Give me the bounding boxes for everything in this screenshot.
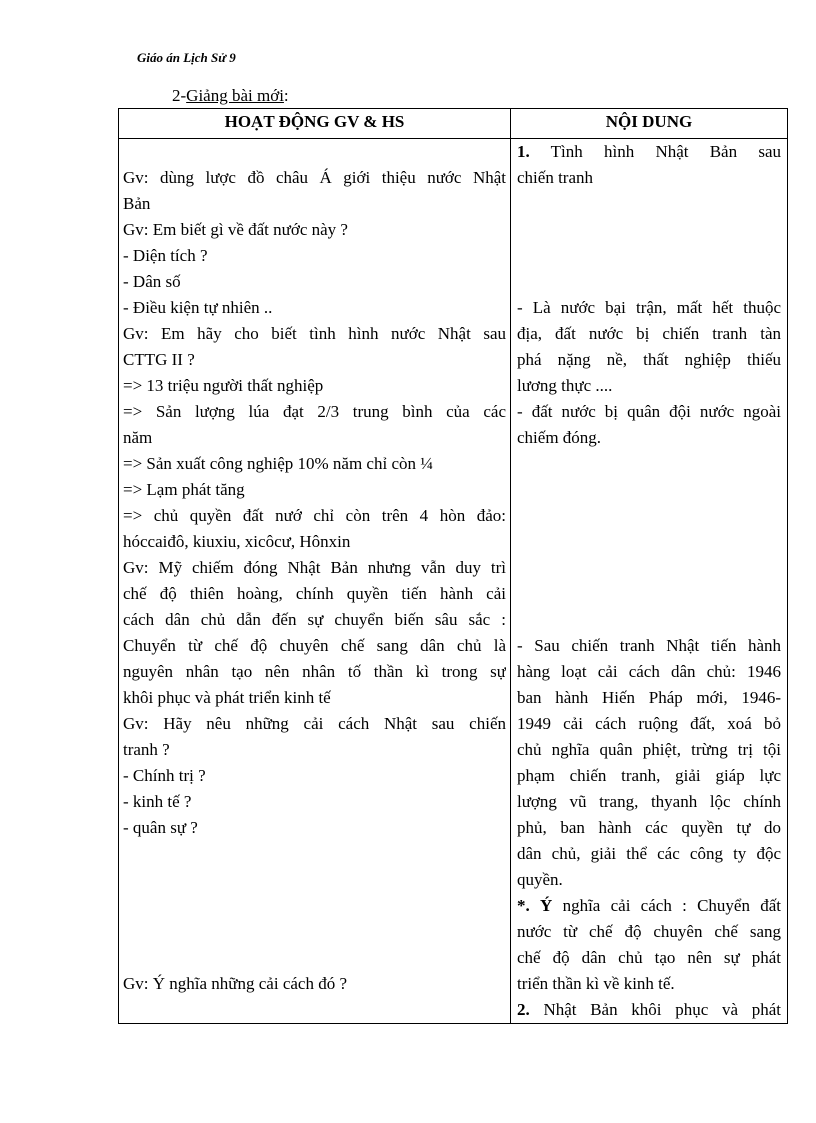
content-line bbox=[517, 529, 781, 555]
activity-line: cách dân chủ dẫn đến sự chuyển biến sâu sắc : bbox=[123, 610, 506, 629]
content-line: hàng loạt cải cách dân chủ: 1946 bbox=[517, 662, 781, 681]
content-line: chủ nghĩa quân phiệt, trừng trị tội bbox=[517, 740, 781, 759]
content-line: nước từ chế độ chuyên chế sang bbox=[517, 922, 781, 941]
content-line: 1. Tình hình Nhật Bản sau bbox=[517, 142, 781, 161]
content-line: triển thần kì về kinh tế. bbox=[517, 974, 675, 993]
activity-line: Bản bbox=[123, 194, 151, 213]
activity-line: => Sản xuất công nghiệp 10% năm chỉ còn ¼ bbox=[123, 454, 434, 473]
content-cell bbox=[511, 139, 788, 1024]
activity-line: năm bbox=[123, 428, 153, 447]
activity-line: => Sản lượng lúa đạt 2/3 trung bình của các bbox=[123, 402, 506, 421]
content-line bbox=[517, 503, 781, 529]
content-line bbox=[517, 477, 781, 503]
document-header: Giáo án Lịch Sử 9 bbox=[137, 50, 236, 65]
content-line: ban hành Hiến Pháp mới, 1946- bbox=[517, 688, 781, 707]
content-line: phạm chiến tranh, giải giáp lực bbox=[517, 766, 781, 785]
activity-line bbox=[123, 919, 506, 945]
activity-line bbox=[123, 841, 506, 867]
activity-line: => Lạm phát tăng bbox=[123, 480, 245, 499]
content-line: 2. Nhật Bản khôi phục và phát bbox=[517, 1000, 781, 1019]
activity-line: nguyên nhân tạo nên nhân tố thần kì trong sự bbox=[123, 662, 506, 681]
content-line: phá nặng nề, thất nghiệp thiếu bbox=[517, 350, 781, 369]
activity-line: Gv: Ý nghĩa những cải cách đó ? bbox=[123, 974, 348, 993]
content-line: - đất nước bị quân đội nước ngoài bbox=[517, 402, 781, 421]
activity-line: - Diện tích ? bbox=[123, 246, 208, 265]
content-line: *. Ý nghĩa cải cách : Chuyển đất bbox=[517, 896, 781, 915]
activity-line: - kinh tế ? bbox=[123, 792, 192, 811]
content-line: địa, đất nước bị chiến tranh tàn bbox=[517, 324, 781, 343]
activity-line: - Dân số bbox=[123, 272, 181, 291]
content-line bbox=[517, 555, 781, 581]
activity-line: chế độ thiên hoàng, chính quyền tiến hành cải bbox=[123, 584, 506, 603]
activity-line: Chuyển từ chế độ chuyên chế sang dân chủ là bbox=[123, 636, 506, 655]
content-line bbox=[517, 191, 781, 217]
content-line bbox=[517, 607, 781, 633]
activity-line: CTTG II ? bbox=[123, 350, 195, 369]
activity-line bbox=[123, 139, 506, 165]
activity-line bbox=[123, 893, 506, 919]
content-line bbox=[517, 243, 781, 269]
activity-line: - Điều kiện tự nhiên .. bbox=[123, 298, 273, 317]
content-line: - Là nước bại trận, mất hết thuộc bbox=[517, 298, 781, 317]
activity-line: Gv: dùng lược đồ châu Á giới thiệu nước Nhật bbox=[123, 168, 506, 187]
lesson-table bbox=[118, 108, 788, 1024]
content-line: chế độ dân chủ tạo nên sự phát bbox=[517, 948, 781, 967]
section-heading bbox=[172, 86, 289, 106]
content-line bbox=[517, 451, 781, 477]
activity-line: Gv: Em biết gì về đất nước này ? bbox=[123, 220, 348, 239]
activity-line: hóccaiđô, kiuxiu, xicôcư, Hônxin bbox=[123, 532, 351, 551]
content-line: quyền. bbox=[517, 870, 563, 889]
activity-line: - Chính trị ? bbox=[123, 766, 206, 785]
activity-line: Gv: Em hãy cho biết tình hình nước Nhật sau bbox=[123, 324, 506, 343]
section-title: Giảng bài mới bbox=[186, 86, 284, 105]
activity-line: => chủ quyền đất nướ chỉ còn trên 4 hòn đảo: bbox=[123, 506, 506, 525]
activity-line bbox=[123, 945, 506, 971]
header-content: NỘI DUNG bbox=[511, 109, 788, 139]
content-line: chiếm đóng. bbox=[517, 428, 602, 447]
activity-line: => 13 triệu người thất nghiệp bbox=[123, 376, 324, 395]
content-line: chiến tranh bbox=[517, 168, 593, 187]
activities-cell bbox=[119, 139, 511, 1024]
content-line bbox=[517, 217, 781, 243]
content-line: lương thực .... bbox=[517, 376, 613, 395]
activity-line bbox=[123, 867, 506, 893]
section-suffix: : bbox=[283, 86, 289, 105]
content-line: lượng vũ trang, thyanh lộc chính bbox=[517, 792, 781, 811]
header-activities: HOẠT ĐỘNG GV & HS bbox=[119, 109, 511, 139]
content-line: - Sau chiến tranh Nhật tiến hành bbox=[517, 636, 781, 655]
content-line: 1949 cải cách ruộng đất, xoá bỏ bbox=[517, 714, 781, 733]
activity-line: Gv: Mỹ chiếm đóng Nhật Bản nhưng vẫn duy trì bbox=[123, 558, 506, 577]
content-line bbox=[517, 581, 781, 607]
activity-line: Gv: Hãy nêu những cải cách Nhật sau chiến bbox=[123, 714, 506, 733]
section-number: 2- bbox=[172, 86, 187, 105]
activity-line: - quân sự ? bbox=[123, 818, 198, 837]
activity-line bbox=[123, 997, 506, 1023]
activity-line: tranh ? bbox=[123, 740, 170, 759]
activity-line: khôi phục và phát triển kinh tế bbox=[123, 688, 331, 707]
table-body-row bbox=[119, 139, 788, 1024]
content-line bbox=[517, 269, 781, 295]
table-header-row bbox=[119, 109, 788, 139]
content-line: dân chủ, giải thể các công ty độc bbox=[517, 844, 781, 863]
content-line: phủ, ban hành các quyền tự do bbox=[517, 818, 781, 837]
